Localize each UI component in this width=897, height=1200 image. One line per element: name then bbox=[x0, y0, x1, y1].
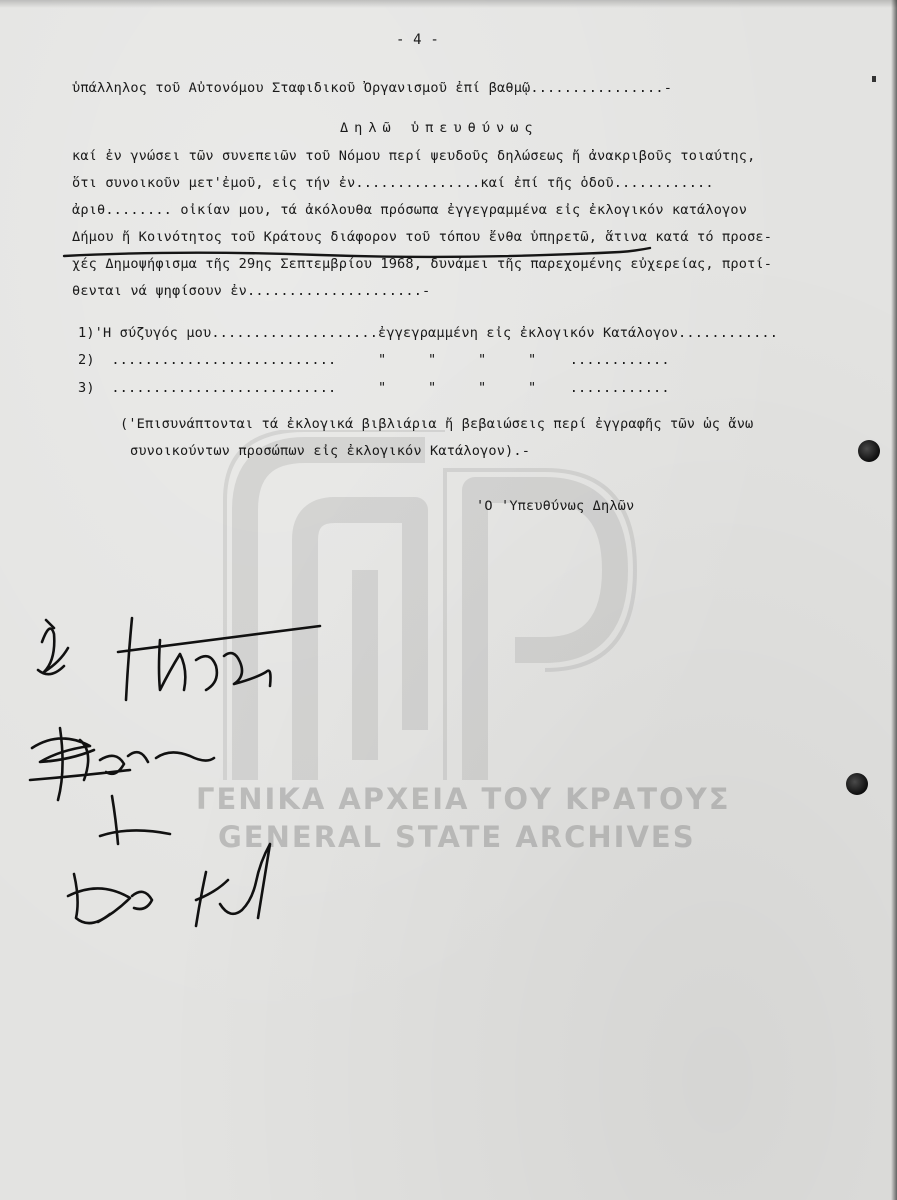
body-line-3: ἀριθ........ οἰκίαν μου, τά ἀκόλουθα πρόσωπα ἐγγεγραμμένα εἰς ἐκλογικόν κατάλογον bbox=[72, 202, 748, 218]
punch-hole-bottom bbox=[846, 773, 868, 795]
signature-caption: 'Ο 'Υπευθύνως Δηλῶν bbox=[476, 498, 635, 514]
body-line-6: θενται νά ψηφίσουν ἐν.....................- bbox=[72, 283, 431, 299]
body-line-4: Δήμου ἤ Κοινότητος τοῦ Κράτους διάφορον τοῦ τόπου ἔνθα ὑπηρετῶ, ἅτινα κατά τό προσε- bbox=[72, 229, 773, 245]
list-item: 2) ........................... " " " " ............ bbox=[78, 352, 670, 368]
scan-speck bbox=[870, 74, 880, 86]
handwritten-underline bbox=[60, 246, 660, 262]
scan-shadow-right bbox=[891, 0, 897, 1200]
watermark-text-english: GENERAL STATE ARCHIVES bbox=[218, 820, 696, 854]
scan-shadow-top bbox=[0, 0, 897, 8]
page-number: - 4 - bbox=[396, 32, 439, 48]
list-item: 1)'Η σύζυγός μου....................ἐγγεγραμμένη εἰς ἐκλογικόν Κατάλογον............ bbox=[78, 325, 779, 341]
handwritten-signatures bbox=[20, 600, 340, 940]
body-line-5: χές Δημοψήφισμα τῆς 29ης Σεπτεμβρίου 1968, δυνάμει τῆς παρεχομένης εὐχερείας, προτί- bbox=[72, 256, 773, 272]
punch-hole-top bbox=[858, 440, 880, 462]
attachment-note-line-2: συνοικούντων προσώπων εἰς ἐκλογικόν Κατάλογον).- bbox=[130, 443, 531, 459]
watermark-text-greek: ΓΕΝΙΚΑ ΑΡΧΕΙΑ ΤΟΥ ΚΡΑΤΟΥΣ bbox=[196, 782, 731, 816]
body-line-1: καί ἐν γνώσει τῶν συνεπειῶν τοῦ Νόμου περί ψευδοῦς δηλώσεως ἤ ἀνακριβοῦς τοιαύτης, bbox=[72, 148, 756, 164]
declaration-heading: Δηλῶ ὑπευθύνως bbox=[340, 120, 539, 136]
list-item: 3) ........................... " " " " ............ bbox=[78, 380, 670, 396]
employee-title-line: ὑπάλληλος τοῦ Αὐτονόμου Σταφιδικοῦ Ὀργανισμοῦ ἐπί βαθμῷ................- bbox=[72, 80, 673, 96]
body-line-2: ὅτι συνοικοῦν μετ'ἐμοῦ, εἰς τήν ἐν...............καί ἐπί τῆς ὁδοῦ............ bbox=[72, 175, 714, 191]
attachment-note-line-1: ('Επισυνάπτονται τά ἐκλογικά βιβλιάρια ἤ βεβαιώσεις περί ἐγγραφῆς τῶν ὡς ἄνω bbox=[120, 416, 754, 432]
